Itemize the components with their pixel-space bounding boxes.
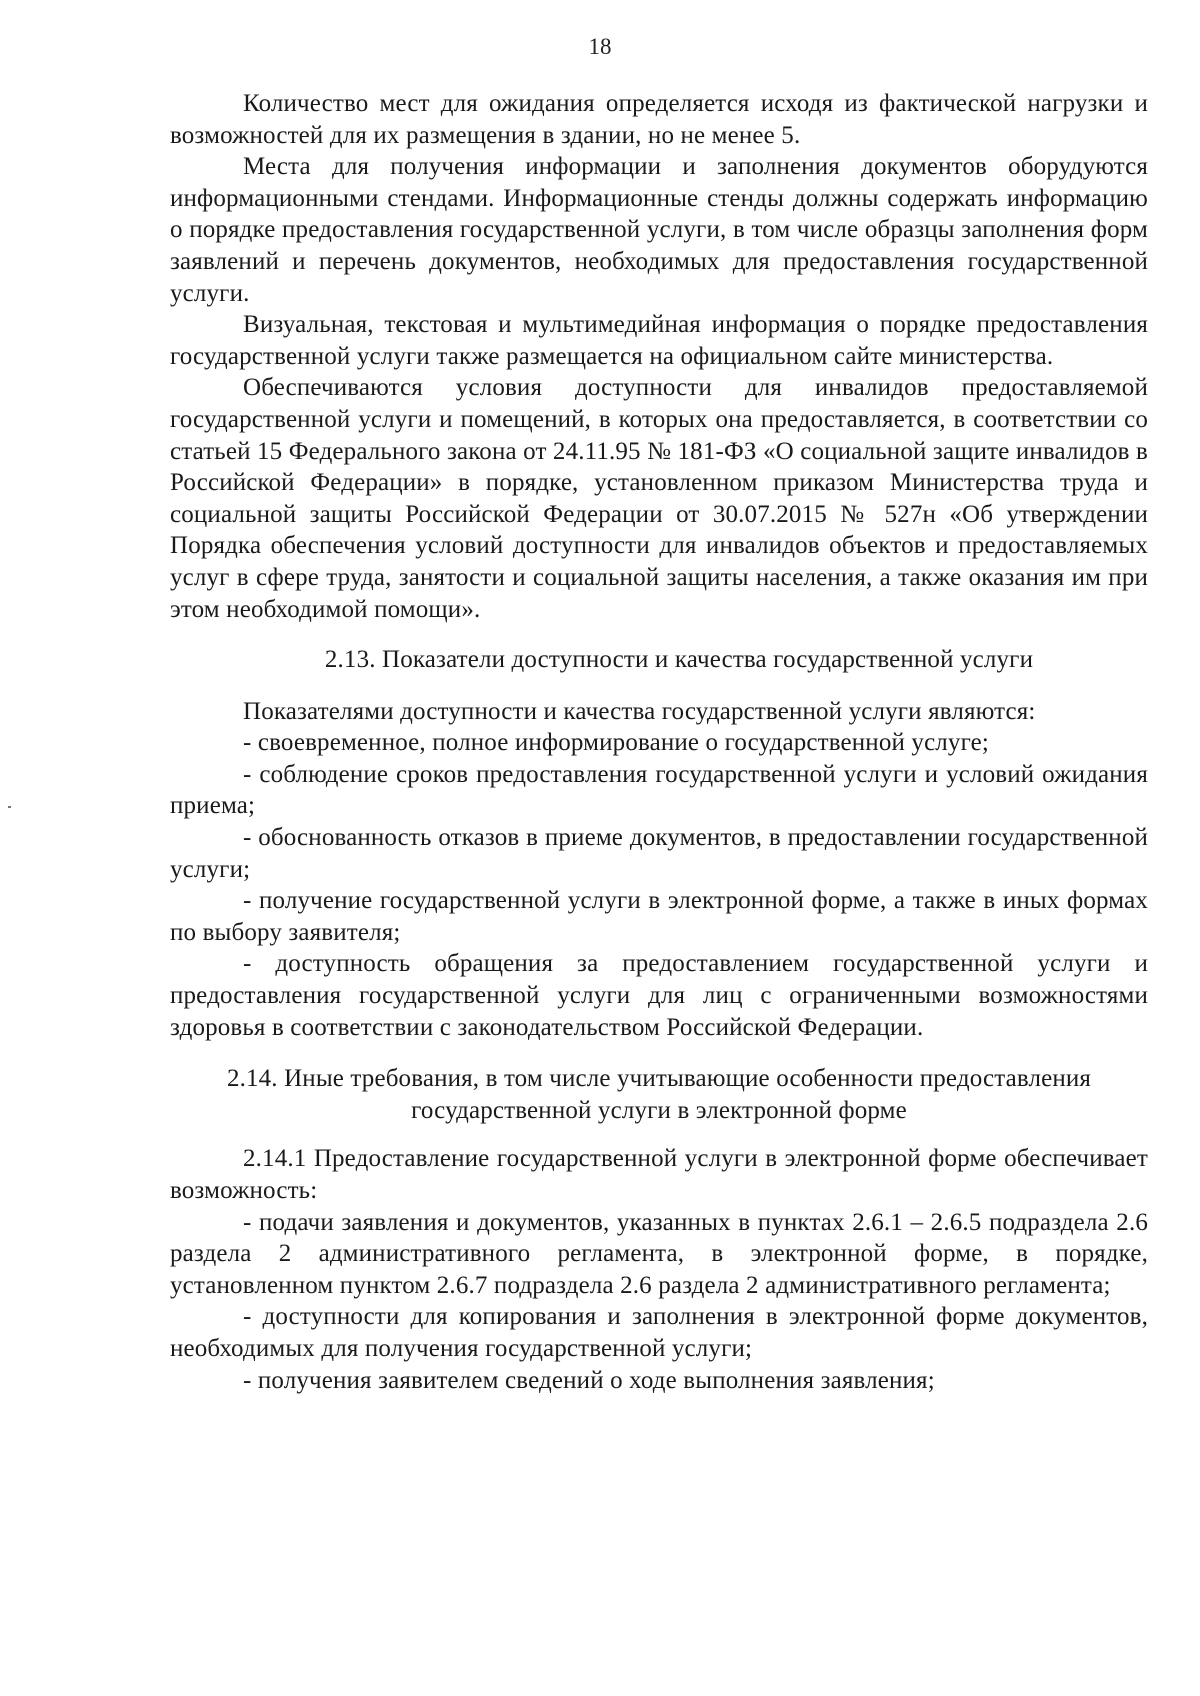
section-heading-2-14 (170, 1063, 1148, 1126)
list-item: - подачи заявления и документов, указанных в пунктах 2.6.1 – 2.6.5 подраздела 2.6 раздела 2 административного регламента, в электронной форме, в порядке, установленном пунктом 2.6.7 подраздела 2.6 раздела 2 административного регламента; (170, 1208, 1148, 1299)
list-item: - обоснованность отказов в приеме документов, в предоставлении государственной услуги; (170, 824, 1148, 883)
list-item: - получения заявителем сведений о ходе выполнения заявления; (243, 1366, 935, 1394)
list-item: - своевременное, полное информирование о государственной услуге; (243, 729, 990, 757)
paragraph-accessibility-conditions: Обеспечиваются условия доступности для инвалидов предоставляемой государственной услуги и помещений, в которых она предоставляется, в соответствии со статьей 15 Федерального закона от 24.11.95 № 181-ФЗ «О социальной защите инвалидов в Российской Федерации» в порядке, установленном приказом Министерства труда и социальной защиты Российской Федерации от 30.07.2015 № 527н «Об утверждении Порядка обеспечения условий доступности для инвалидов объектов и предоставляемых услуг в сфере труда, занятости и социальной защиты населения, а также оказания им при этом необходимой помощи». (170, 374, 1148, 623)
section-heading-2-14-line2: государственной услуги в электронной форме (411, 1096, 907, 1124)
list-item: - доступности для копирования и заполнения в электронной форме документов, необходимых для получения государственной услуги; (170, 1303, 1148, 1362)
section-heading-2-13: 2.13. Показатели доступности и качества государственной услуги (324, 646, 1034, 674)
list-item: - доступность обращения за предоставлением государственной услуги и предоставления государственной услуги для лиц с ограниченными возможностями здоровья в соответствии с законодательством Российской Федерации. (170, 950, 1148, 1041)
paragraph-multimedia-info: Визуальная, текстовая и мультимедийная информация о порядке предоставления государственной услуги также размещается на официальном сайте министерства. (170, 311, 1148, 370)
section-heading-2-14-line1: 2.14. Иные требования, в том числе учитывающие особенности предоставления (226, 1065, 1092, 1093)
document-body (170, 88, 1148, 1396)
section-2-13-intro: Показателями доступности и качества государственной услуги являются: (243, 697, 1036, 725)
list-item: - соблюдение сроков предоставления государственной услуги и условий ожидания приема; (170, 760, 1148, 820)
list-item: - получение государственной услуги в электронной форме, а также в иных формах по выбору заявителя; (170, 887, 1148, 946)
paragraph-info-stands: Места для получения информации и заполнения документов оборудуются информационными стендами. Информационные стенды должны содержать информацию о порядке предоставления государственной услуги, в том числе образцы заполнения форм заявлений и перечень документов, необходимых для предоставления государственной услуги. (170, 153, 1148, 307)
page-number: 18 (588, 34, 612, 59)
section-2-14-1-intro: 2.14.1 Предоставление государственной услуги в электронной форме обеспечивает возможность: (170, 1145, 1148, 1204)
paragraph-waiting-places: Количество мест для ожидания определяется исходя из фактической нагрузки и возможностей для их размещения в здании, но не менее 5. (170, 90, 1148, 149)
scan-speck (8, 806, 11, 808)
